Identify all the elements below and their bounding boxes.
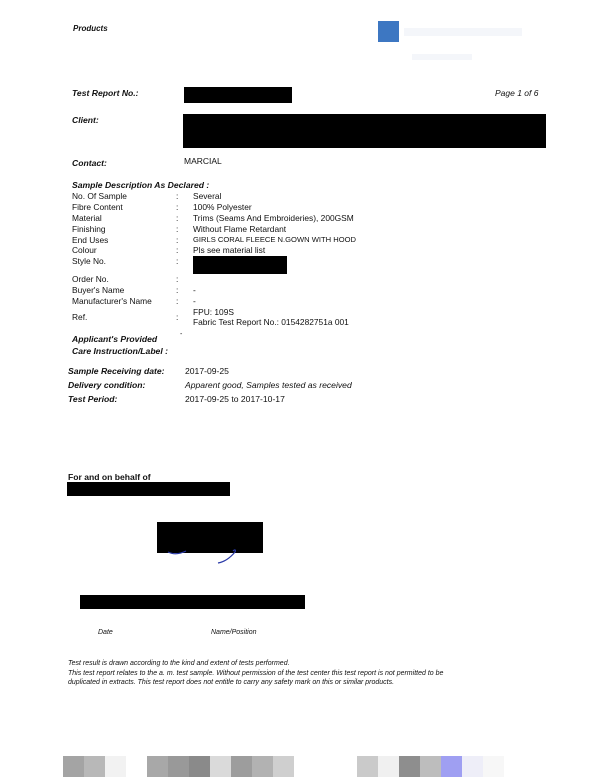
row-label: Fibre Content [72,201,123,212]
row-value: 100% Polyester [193,201,252,212]
test-period-value: 2017-09-25 to 2017-10-17 [185,393,285,404]
client-label: Client: [72,115,99,125]
disclaimer [68,659,538,688]
table-row [68,379,352,393]
table-row: Finishing : Without Flame Retardant [72,224,432,235]
care-instruction-label [72,333,168,357]
pixelated-footer-strip [63,756,533,777]
row-value: Pls see material list [193,245,266,256]
row-label: Colour [72,245,97,256]
row-label: Buyer's Name [72,285,125,296]
row-value: Trims (Seams And Embroideries), 200GSM [193,212,354,223]
redacted-client [183,114,546,148]
table-row: Colour : Pls see material list [72,245,432,256]
table-row [68,365,352,379]
contact-label: Contact: [72,158,107,168]
name-position-label: Name/Position [211,629,257,636]
table-row: Order No. : [72,274,179,285]
row-label: Order No. [72,274,109,285]
row-label: Finishing [72,223,106,234]
disclaimer-line-1: Test result is drawn according to the kind and extent of tests performed. [68,660,290,667]
contact-value: MARCIAL [184,156,222,166]
table-row: No. Of Sample : Several [72,191,432,202]
on-behalf-label: For and on behalf of [68,472,151,482]
logo-watermark-sub [412,54,472,60]
row-value: Several [193,190,222,201]
ref-line-1: FPU: 109S [193,307,234,318]
table-row: Material : Trims (Seams And Embroideries), 200GSM [72,213,432,224]
sample-description-table [72,180,432,328]
table-row [68,393,352,407]
care-value: - [180,331,183,338]
table-row: Manufacturer's Name : - [72,296,432,307]
logo-watermark [404,28,522,36]
row-label: End Uses [72,234,109,245]
care-label-line-1: Applicant's Provided [72,334,158,344]
delivery-condition-label: Delivery condition: [68,379,146,390]
table-row: End Uses : GIRLS CORAL FLEECE N.GOWN WITH HOOD [72,235,432,246]
redacted-style-order-cell [193,256,432,274]
row-value: - [193,285,196,296]
signature-stroke-icon [160,540,250,568]
disclaimer-line-2: This test report relates to the a. m. test sample. Without permission of the test center this test report is not permitted to be [68,669,444,677]
row-label: No. Of Sample [72,190,127,201]
ref-row: Ref. : FPU: 109S Fabric Test Report No.: 0154282751a 001 [72,307,432,328]
test-report-no-label: Test Report No.: [72,88,139,98]
date-label: Date [98,629,113,636]
row-label: Material [72,212,102,223]
page-indicator: Page 1 of 6 [495,88,539,98]
care-label-line-2: Care Instruction/Label : [72,346,168,356]
delivery-condition-value: Apparent good, Samples tested as received [185,379,352,390]
ref-line-2: Fabric Test Report No.: 0154282751a 001 [193,317,349,328]
row-value: Without Flame Retardant [193,223,287,234]
table-row: Buyer's Name : - [72,285,432,296]
sample-receiving-value: 2017-09-25 [185,366,229,376]
sample-receiving-label: Sample Receiving date: [68,366,165,376]
redacted-company [67,482,230,496]
row-label: Style No. [72,256,106,267]
redacted-style-order [193,256,287,274]
ref-label: Ref. [72,312,88,323]
table-row: Style No. : [72,256,432,274]
sample-description-title-row [72,180,432,191]
company-logo-icon [378,21,399,42]
disclaimer-line-3: duplicated in extracts. This test report does not entitle to carry any safety mark on this or similar products. [68,679,395,687]
redacted-report-number [184,87,292,103]
row-label: Manufacturer's Name [72,296,152,307]
test-period-label: Test Period: [68,393,118,404]
redacted-signatory [80,595,305,609]
row-value: GIRLS CORAL FLEECE N.GOWN WITH HOOD [193,234,356,244]
dates-table [68,365,352,406]
sample-description-title: Sample Description As Declared : [72,180,210,190]
table-row: Fibre Content : 100% Polyester [72,202,432,213]
section-label: Products [73,24,108,33]
ref-value [193,307,432,328]
row-value: - [193,296,196,307]
